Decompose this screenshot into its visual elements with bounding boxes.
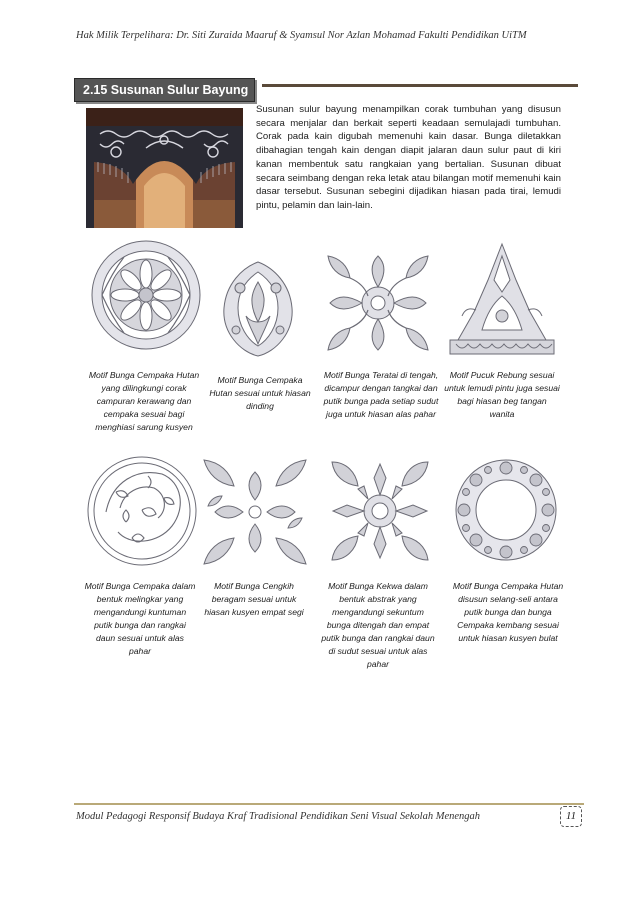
motif-illustration xyxy=(216,258,300,360)
motif-illustration xyxy=(452,456,560,564)
motif-pucuk-rebung xyxy=(446,240,558,362)
motif-caption: Motif Pucuk Rebung sesuai untuk lemudi pintu juga sesuai bagi hiasan beg tangan wanita xyxy=(444,370,560,419)
curtain-photo xyxy=(86,108,243,228)
page-header: Hak Milik Terpelihara: Dr. Siti Zuraida Maaruf & Syamsul Nor Azlan Mohamad Fakulti Pendidikan UiTM xyxy=(76,30,527,41)
motif-illustration xyxy=(446,240,558,362)
section-title: 2.15 Susunan Sulur Bayung xyxy=(74,78,255,102)
motif-kekwa-abstrak xyxy=(324,454,436,568)
motif-illustration xyxy=(318,248,438,358)
page-footer: Modul Pedagogi Responsif Budaya Kraf Tradisional Pendidikan Seni Visual Sekolah Menengah xyxy=(76,811,481,822)
motif-caption: Motif Bunga Cempaka dalam bentuk melingkar yang mengandungi kuntuman putik bunga dan rangkai daun sesuai untuk alas pahar xyxy=(84,581,196,656)
motif-cempaka-ring xyxy=(452,456,560,564)
page-number: 11 xyxy=(560,806,582,827)
motif-illustration xyxy=(200,456,310,568)
motif-round-cempaka-kerawang xyxy=(88,236,204,354)
motif-caption: Motif Bunga Cempaka Hutan disusun selang-seli antara putik bunga dan bunga Cempaka kembang sesuai untuk hiasan kusyen bulat xyxy=(452,581,564,643)
motif-melingkar-cempaka xyxy=(86,452,198,570)
motif-caption: Motif Bunga Cempaka Hutan sesuai untuk hiasan dinding xyxy=(209,375,311,411)
motif-cempaka-wall xyxy=(216,258,300,360)
motif-illustration xyxy=(86,452,198,570)
motif-cengkih-square xyxy=(200,456,310,568)
motif-illustration xyxy=(88,236,204,354)
section-rule xyxy=(262,84,578,87)
motif-caption: Motif Bunga Cengkih beragam sesuai untuk hiasan kusyen empat segi xyxy=(204,581,304,617)
footer-rule xyxy=(74,803,584,805)
motif-caption: Motif Bunga Kekwa dalam bentuk abstrak yang mengandungi sekuntum bunga ditengah dan empat putik bunga dan rangkai daun di sudut sesuai untuk alas pahar xyxy=(321,581,435,669)
motif-caption: Motif Bunga Teratai di tengah, dicampur dengan tangkai dan putik bunga pada setiap sudut juga untuk hiasan alas pahar xyxy=(323,370,439,419)
intro-paragraph: Susunan sulur bayung menampilkan corak tumbuhan yang disusun secara menjalar dan berkait seperti keadaan semulajadi tumbuhan. Corak pada kain digubah memenuhi kain dasar. Bunga diletakkan dibahagian tengah kain dengan diapit jalaran daun sulur paut di kiri kanan membentuk satu rangkaian yang bertalian. Susunan dibuat secara seimbang dengan reka letak atau bilangan motif memenuhi kain dasar tersebut. Susunan sebegini dijadikan hiasan pada tirai, lemudi pintu, pelamin dan lain-lain. xyxy=(256,104,561,211)
motif-caption: Motif Bunga Cempaka Hutan yang dilingkungi corak campuran kerawang dan cempaka sesuai bagi menghiasi sarung kusyen xyxy=(88,370,200,432)
curtain-photo-illustration xyxy=(86,108,243,228)
motif-teratai-square xyxy=(318,248,438,358)
motif-illustration xyxy=(324,454,436,568)
